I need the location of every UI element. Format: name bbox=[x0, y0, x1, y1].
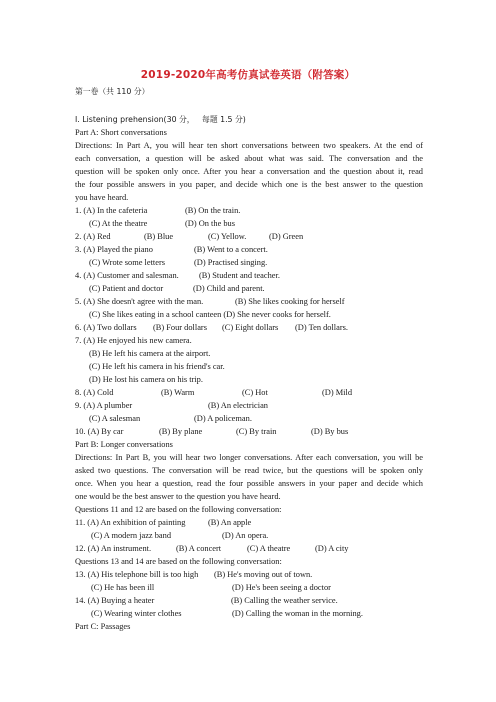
q3-option-a: 3. (A) Played the piano bbox=[75, 245, 153, 254]
question-4-cd bbox=[89, 282, 419, 295]
part-b-directions-line: asked two questions. The conversation will be read twice, but the questions will be spoken only bbox=[75, 466, 423, 475]
q6-option-c: (C) Eight dollars bbox=[222, 323, 279, 332]
q6-option-b: (B) Four dollars bbox=[153, 323, 207, 332]
q2-option-b: (B) Blue bbox=[144, 232, 174, 241]
q8-option-a: 8. (A) Cold bbox=[75, 388, 114, 397]
q8-option-b: (B) Warm bbox=[161, 388, 195, 397]
question-9 bbox=[75, 399, 425, 412]
q3-option-d: (D) Practised singing. bbox=[194, 258, 268, 267]
q12-option-b: (B) A concert bbox=[176, 544, 222, 553]
q14-option-c: (C) Wearing winter clothes bbox=[91, 609, 182, 618]
question-14-cd bbox=[91, 607, 421, 620]
q2-option-d: (D) Green bbox=[269, 232, 304, 241]
question-10 bbox=[75, 425, 425, 438]
q9-option-b: (B) An electrician bbox=[208, 401, 268, 410]
q7-option-c: (C) He left his camera in his friend's car. bbox=[89, 362, 225, 371]
q12-option-d: (D) A city bbox=[315, 544, 349, 553]
q13-option-a: 13. (A) His telephone bill is too high bbox=[75, 570, 199, 579]
part-a-directions-line: the four possible answers in you paper, and decide which one is the best answer to the question bbox=[75, 180, 423, 189]
q7-option-a: 7. (A) He enjoyed his new camera. bbox=[75, 336, 192, 345]
part-b-heading: Part B: Longer conversations bbox=[75, 440, 173, 449]
question-14 bbox=[75, 594, 425, 607]
q1-option-c: (C) At the theatre bbox=[89, 219, 148, 228]
question-5 bbox=[75, 295, 425, 308]
question-13 bbox=[75, 568, 425, 581]
q14-option-b: (B) Calling the weather service. bbox=[231, 596, 338, 605]
question-1 bbox=[75, 204, 425, 217]
part-a-heading: Part A: Short conversations bbox=[75, 128, 167, 137]
q5-option-b: (B) She likes cooking for herself bbox=[235, 297, 345, 306]
q9-option-a: 9. (A) A plumber bbox=[75, 401, 133, 410]
q12-option-c: (C) A theatre bbox=[247, 544, 291, 553]
q11-option-b: (B) An apple bbox=[208, 518, 252, 527]
q11-option-d: (D) An opera. bbox=[222, 531, 269, 540]
q1-option-a: 1. (A) In the cafeteria bbox=[75, 206, 148, 215]
q10-option-c: (C) By train bbox=[236, 427, 277, 436]
q10-option-b: (B) By plane bbox=[159, 427, 203, 436]
part-b-directions-line: one would be the best answer to the question you have heard. bbox=[75, 492, 281, 501]
question-11-cd bbox=[91, 529, 421, 542]
page-title: 2019-2020年高考仿真试卷英语（附答案） bbox=[140, 69, 356, 81]
question-8 bbox=[75, 386, 425, 399]
q1-option-b: (B) On the train. bbox=[185, 206, 241, 215]
q9-option-c: (C) A salesman bbox=[89, 414, 141, 423]
q10-option-d: (D) By bus bbox=[311, 427, 349, 436]
question-13-cd bbox=[91, 581, 421, 594]
question-9-cd bbox=[89, 412, 419, 425]
question-11 bbox=[75, 516, 425, 529]
part-a-directions-line: you have heard. bbox=[75, 193, 129, 202]
section-heading: I. Listening prehension(30 分， 每题 1.5 分) bbox=[75, 115, 246, 124]
q11-option-a: 11. (A) An exhibition of painting bbox=[75, 518, 186, 527]
q4-option-c: (C) Patient and doctor bbox=[89, 284, 164, 293]
part-a-directions-line: each conversation, a question will be asked about what was said. The conversation and the bbox=[75, 154, 423, 163]
q10-option-a: 10. (A) By car bbox=[75, 427, 124, 436]
question-3-cd bbox=[89, 256, 419, 269]
q5-option-a: 5. (A) She doesn't agree with the man. bbox=[75, 297, 204, 306]
question-6 bbox=[75, 321, 425, 334]
q12-option-a: 12. (A) An instrument. bbox=[75, 544, 152, 553]
q4-option-d: (D) Child and parent. bbox=[193, 284, 265, 293]
q3-option-b: (B) Went to a concert. bbox=[194, 245, 268, 254]
question-3 bbox=[75, 243, 425, 256]
q8-option-c: (C) Hot bbox=[242, 388, 268, 397]
question-1-cd bbox=[89, 217, 419, 230]
volume-heading: 第一卷（共 110 分） bbox=[75, 87, 150, 96]
q13-option-b: (B) He's moving out of town. bbox=[214, 570, 313, 579]
part-a-directions-line: Directions: In Part A, you will hear ten short conversations between two speakers. At the end of bbox=[75, 141, 423, 150]
part-b-directions-line: Directions: In Part B, you will hear two longer conversations. After each conversation, you will be bbox=[75, 453, 423, 462]
q4-option-a: 4. (A) Customer and salesman. bbox=[75, 271, 179, 280]
q6-option-d: (D) Ten dollars. bbox=[295, 323, 348, 332]
q14-option-d: (D) Calling the woman in the morning. bbox=[232, 609, 363, 618]
question-12 bbox=[75, 542, 425, 555]
q8-option-d: (D) Mild bbox=[322, 388, 353, 397]
q5-option-cd: (C) She likes eating in a school canteen (D) She never cooks for herself. bbox=[89, 310, 331, 319]
q1-option-d: (D) On the bus bbox=[185, 219, 236, 228]
q11-option-c: (C) A modern jazz band bbox=[91, 531, 172, 540]
q9-option-d: (D) A policeman. bbox=[194, 414, 252, 423]
questions-11-12-intro: Questions 11 and 12 are based on the following conversation: bbox=[75, 505, 282, 514]
question-4 bbox=[75, 269, 425, 282]
part-c-heading: Part C: Passages bbox=[75, 622, 131, 631]
q2-option-c: (C) Yellow. bbox=[208, 232, 247, 241]
part-a-directions-line: question will be spoken only once. After you hear a conversation and the question about it, read bbox=[75, 167, 423, 176]
q6-option-a: 6. (A) Two dollars bbox=[75, 323, 137, 332]
part-b-directions-line: once. When you hear a question, read the four possible answers in your paper and decide which bbox=[75, 479, 423, 488]
q13-option-d: (D) He's been seeing a doctor bbox=[232, 583, 331, 592]
q7-option-b: (B) He left his camera at the airport. bbox=[89, 349, 211, 358]
questions-13-14-intro: Questions 13 and 14 are based on the following conversation: bbox=[75, 557, 282, 566]
q7-option-d: (D) He lost his camera on his trip. bbox=[89, 375, 203, 384]
q3-option-c: (C) Wrote some letters bbox=[89, 258, 166, 267]
question-2 bbox=[75, 230, 425, 243]
q2-option-a: 2. (A) Red bbox=[75, 232, 111, 241]
q13-option-c: (C) He has been ill bbox=[91, 583, 155, 592]
q4-option-b: (B) Student and teacher. bbox=[199, 271, 280, 280]
q14-option-a: 14. (A) Buying a heater bbox=[75, 596, 155, 605]
